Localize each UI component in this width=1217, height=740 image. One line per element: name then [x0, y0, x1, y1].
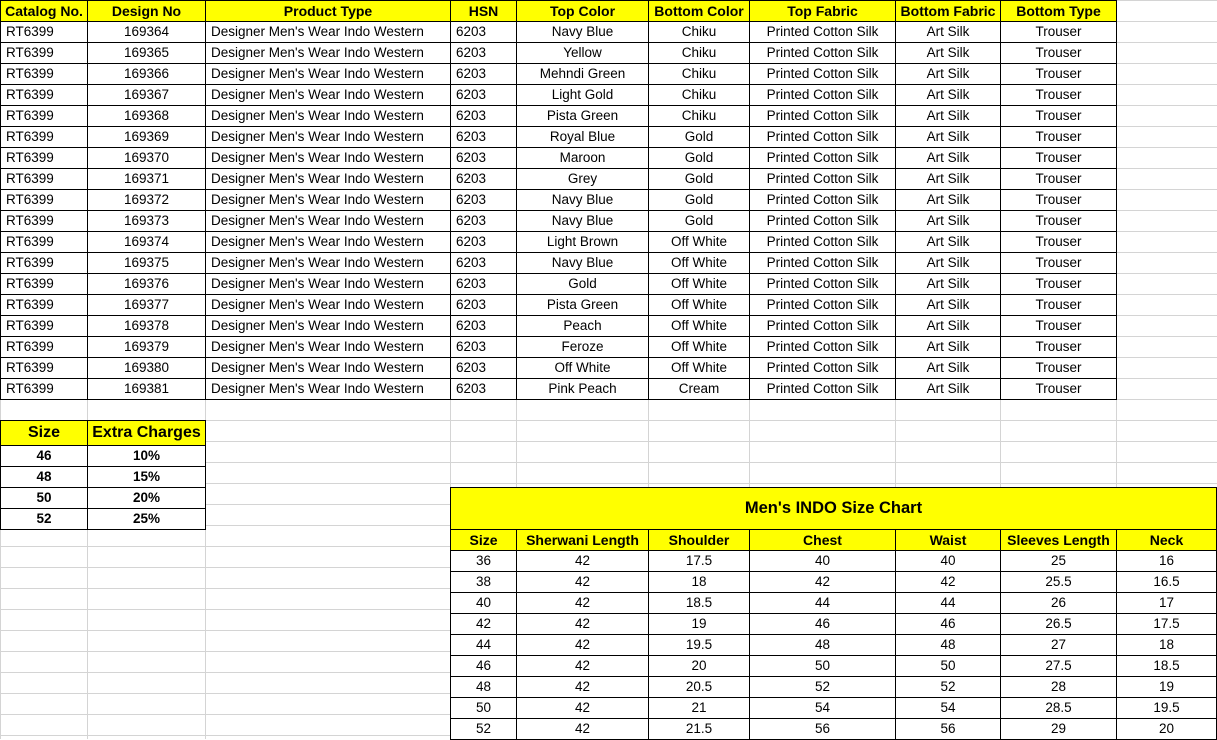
catalog-cell[interactable]: RT6399	[0, 378, 88, 400]
catalog-cell[interactable]: Art Silk	[895, 357, 1001, 379]
size-chart-header-cell[interactable]: Size	[450, 529, 517, 551]
extra-charges-header-cell[interactable]: Extra Charges	[87, 420, 206, 446]
size-chart-cell[interactable]: 16	[1116, 550, 1217, 572]
size-chart-cell[interactable]: 19.5	[1116, 697, 1217, 719]
catalog-cell[interactable]: Printed Cotton Silk	[749, 42, 896, 64]
catalog-cell[interactable]: Off White	[516, 357, 649, 379]
size-chart-cell[interactable]: 18.5	[1116, 655, 1217, 677]
extra-charges-header-cell[interactable]: Size	[0, 420, 88, 446]
size-chart-cell[interactable]: 19	[648, 613, 750, 635]
catalog-cell[interactable]: Navy Blue	[516, 189, 649, 211]
size-chart-cell[interactable]: 25.5	[1000, 571, 1117, 593]
catalog-cell[interactable]: 169377	[87, 294, 206, 316]
size-chart-cell[interactable]: 48	[895, 634, 1001, 656]
catalog-cell[interactable]: 6203	[450, 273, 517, 295]
catalog-cell[interactable]: Trouser	[1000, 294, 1117, 316]
catalog-cell[interactable]: Designer Men's Wear Indo Western	[205, 294, 451, 316]
catalog-cell[interactable]: Trouser	[1000, 210, 1117, 232]
catalog-cell[interactable]: Designer Men's Wear Indo Western	[205, 378, 451, 400]
catalog-cell[interactable]: 6203	[450, 147, 517, 169]
size-chart-cell[interactable]: 52	[450, 718, 517, 740]
size-chart-cell[interactable]: 42	[450, 613, 517, 635]
catalog-cell[interactable]: Printed Cotton Silk	[749, 378, 896, 400]
size-chart-cell[interactable]: 42	[516, 697, 649, 719]
catalog-cell[interactable]: 169370	[87, 147, 206, 169]
catalog-cell[interactable]: 6203	[450, 21, 517, 43]
catalog-cell[interactable]: Gold	[648, 210, 750, 232]
catalog-cell[interactable]: Printed Cotton Silk	[749, 273, 896, 295]
extra-charges-cell[interactable]: 48	[0, 466, 88, 488]
catalog-cell[interactable]: Trouser	[1000, 231, 1117, 253]
catalog-cell[interactable]: 6203	[450, 210, 517, 232]
size-chart-cell[interactable]: 40	[450, 592, 517, 614]
catalog-cell[interactable]: Art Silk	[895, 63, 1001, 85]
catalog-cell[interactable]: RT6399	[0, 126, 88, 148]
size-chart-header-cell[interactable]: Sherwani Length	[516, 529, 649, 551]
catalog-cell[interactable]: Printed Cotton Silk	[749, 315, 896, 337]
catalog-cell[interactable]: Chiku	[648, 84, 750, 106]
catalog-cell[interactable]: RT6399	[0, 294, 88, 316]
size-chart-cell[interactable]: 20.5	[648, 676, 750, 698]
catalog-cell[interactable]: Art Silk	[895, 147, 1001, 169]
size-chart-cell[interactable]: 50	[450, 697, 517, 719]
catalog-cell[interactable]: Off White	[648, 357, 750, 379]
catalog-cell[interactable]: 169375	[87, 252, 206, 274]
catalog-cell[interactable]: 6203	[450, 42, 517, 64]
size-chart-header-cell[interactable]: Chest	[749, 529, 896, 551]
catalog-cell[interactable]: Printed Cotton Silk	[749, 147, 896, 169]
catalog-cell[interactable]: Art Silk	[895, 336, 1001, 358]
catalog-cell[interactable]: Trouser	[1000, 336, 1117, 358]
catalog-cell[interactable]: Trouser	[1000, 273, 1117, 295]
catalog-cell[interactable]: Designer Men's Wear Indo Western	[205, 168, 451, 190]
catalog-cell[interactable]: Trouser	[1000, 105, 1117, 127]
catalog-cell[interactable]: Trouser	[1000, 252, 1117, 274]
catalog-cell[interactable]: Printed Cotton Silk	[749, 210, 896, 232]
catalog-header-cell[interactable]: Bottom Fabric	[895, 0, 1001, 22]
catalog-cell[interactable]: Gold	[516, 273, 649, 295]
size-chart-cell[interactable]: 36	[450, 550, 517, 572]
size-chart-cell[interactable]: 40	[895, 550, 1001, 572]
size-chart-cell[interactable]: 21.5	[648, 718, 750, 740]
catalog-cell[interactable]: RT6399	[0, 231, 88, 253]
catalog-cell[interactable]: Feroze	[516, 336, 649, 358]
catalog-cell[interactable]: Trouser	[1000, 42, 1117, 64]
size-chart-cell[interactable]: 46	[895, 613, 1001, 635]
catalog-cell[interactable]: Gold	[648, 126, 750, 148]
catalog-cell[interactable]: Art Silk	[895, 210, 1001, 232]
catalog-cell[interactable]: Art Silk	[895, 126, 1001, 148]
catalog-cell[interactable]: Light Brown	[516, 231, 649, 253]
catalog-cell[interactable]: Trouser	[1000, 357, 1117, 379]
size-chart-cell[interactable]: 19.5	[648, 634, 750, 656]
catalog-cell[interactable]: Art Silk	[895, 231, 1001, 253]
size-chart-header-cell[interactable]: Shoulder	[648, 529, 750, 551]
catalog-cell[interactable]: 6203	[450, 336, 517, 358]
catalog-cell[interactable]: Art Silk	[895, 42, 1001, 64]
catalog-cell[interactable]: 169378	[87, 315, 206, 337]
catalog-cell[interactable]: Art Silk	[895, 378, 1001, 400]
catalog-cell[interactable]: Printed Cotton Silk	[749, 336, 896, 358]
size-chart-cell[interactable]: 44	[749, 592, 896, 614]
catalog-cell[interactable]: Yellow	[516, 42, 649, 64]
size-chart-cell[interactable]: 42	[516, 718, 649, 740]
catalog-cell[interactable]: Navy Blue	[516, 252, 649, 274]
catalog-cell[interactable]: Designer Men's Wear Indo Western	[205, 189, 451, 211]
size-chart-cell[interactable]: 19	[1116, 676, 1217, 698]
size-chart-cell[interactable]: 54	[749, 697, 896, 719]
size-chart-cell[interactable]: 50	[895, 655, 1001, 677]
catalog-header-cell[interactable]: Bottom Type	[1000, 0, 1117, 22]
catalog-cell[interactable]: 6203	[450, 168, 517, 190]
catalog-cell[interactable]: Designer Men's Wear Indo Western	[205, 336, 451, 358]
catalog-cell[interactable]: 6203	[450, 189, 517, 211]
size-chart-cell[interactable]: 54	[895, 697, 1001, 719]
catalog-cell[interactable]: Trouser	[1000, 84, 1117, 106]
catalog-cell[interactable]: Designer Men's Wear Indo Western	[205, 273, 451, 295]
size-chart-cell[interactable]: 21	[648, 697, 750, 719]
catalog-cell[interactable]: Pink Peach	[516, 378, 649, 400]
catalog-cell[interactable]: 6203	[450, 252, 517, 274]
size-chart-cell[interactable]: 20	[1116, 718, 1217, 740]
size-chart-cell[interactable]: 26.5	[1000, 613, 1117, 635]
size-chart-cell[interactable]: 29	[1000, 718, 1117, 740]
catalog-cell[interactable]: Cream	[648, 378, 750, 400]
catalog-cell[interactable]: Navy Blue	[516, 21, 649, 43]
catalog-cell[interactable]: 6203	[450, 357, 517, 379]
catalog-cell[interactable]: Designer Men's Wear Indo Western	[205, 315, 451, 337]
extra-charges-cell[interactable]: 10%	[87, 445, 206, 467]
size-chart-cell[interactable]: 42	[516, 634, 649, 656]
catalog-cell[interactable]: Trouser	[1000, 126, 1117, 148]
size-chart-cell[interactable]: 44	[895, 592, 1001, 614]
catalog-header-cell[interactable]: Top Fabric	[749, 0, 896, 22]
catalog-cell[interactable]: Pista Green	[516, 294, 649, 316]
catalog-cell[interactable]: RT6399	[0, 252, 88, 274]
size-chart-cell[interactable]: 42	[516, 592, 649, 614]
catalog-cell[interactable]: Trouser	[1000, 315, 1117, 337]
catalog-cell[interactable]: Designer Men's Wear Indo Western	[205, 84, 451, 106]
catalog-cell[interactable]: 169368	[87, 105, 206, 127]
catalog-cell[interactable]: Printed Cotton Silk	[749, 126, 896, 148]
catalog-cell[interactable]: 169374	[87, 231, 206, 253]
catalog-cell[interactable]: Printed Cotton Silk	[749, 357, 896, 379]
catalog-cell[interactable]: RT6399	[0, 336, 88, 358]
catalog-cell[interactable]: 169373	[87, 210, 206, 232]
catalog-cell[interactable]: Maroon	[516, 147, 649, 169]
catalog-cell[interactable]: Trouser	[1000, 189, 1117, 211]
catalog-header-cell[interactable]: Top Color	[516, 0, 649, 22]
catalog-cell[interactable]: Off White	[648, 315, 750, 337]
catalog-cell[interactable]: Trouser	[1000, 21, 1117, 43]
size-chart-cell[interactable]: 42	[516, 676, 649, 698]
catalog-cell[interactable]: 169366	[87, 63, 206, 85]
catalog-cell[interactable]: 169372	[87, 189, 206, 211]
catalog-cell[interactable]: Printed Cotton Silk	[749, 168, 896, 190]
catalog-cell[interactable]: 6203	[450, 315, 517, 337]
catalog-cell[interactable]: Art Silk	[895, 273, 1001, 295]
catalog-cell[interactable]: Art Silk	[895, 294, 1001, 316]
size-chart-cell[interactable]: 46	[450, 655, 517, 677]
catalog-cell[interactable]: Art Silk	[895, 315, 1001, 337]
extra-charges-cell[interactable]: 20%	[87, 487, 206, 509]
size-chart-cell[interactable]: 42	[516, 613, 649, 635]
size-chart-cell[interactable]: 17	[1116, 592, 1217, 614]
catalog-cell[interactable]: Designer Men's Wear Indo Western	[205, 63, 451, 85]
size-chart-cell[interactable]: 17.5	[1116, 613, 1217, 635]
catalog-cell[interactable]: Designer Men's Wear Indo Western	[205, 42, 451, 64]
catalog-cell[interactable]: Grey	[516, 168, 649, 190]
catalog-cell[interactable]: Designer Men's Wear Indo Western	[205, 252, 451, 274]
catalog-cell[interactable]: 169365	[87, 42, 206, 64]
catalog-cell[interactable]: Gold	[648, 189, 750, 211]
size-chart-cell[interactable]: 42	[895, 571, 1001, 593]
catalog-cell[interactable]: Printed Cotton Silk	[749, 189, 896, 211]
catalog-cell[interactable]: Printed Cotton Silk	[749, 252, 896, 274]
catalog-cell[interactable]: 169376	[87, 273, 206, 295]
catalog-header-cell[interactable]: Product Type	[205, 0, 451, 22]
size-chart-header-cell[interactable]: Waist	[895, 529, 1001, 551]
catalog-cell[interactable]: Printed Cotton Silk	[749, 294, 896, 316]
catalog-cell[interactable]: Designer Men's Wear Indo Western	[205, 105, 451, 127]
catalog-header-cell[interactable]: Design No	[87, 0, 206, 22]
catalog-cell[interactable]: Designer Men's Wear Indo Western	[205, 210, 451, 232]
catalog-cell[interactable]: Trouser	[1000, 378, 1117, 400]
size-chart-cell[interactable]: 48	[450, 676, 517, 698]
catalog-cell[interactable]: 6203	[450, 105, 517, 127]
catalog-cell[interactable]: Art Silk	[895, 105, 1001, 127]
catalog-cell[interactable]: 169381	[87, 378, 206, 400]
size-chart-header-cell[interactable]: Sleeves Length	[1000, 529, 1117, 551]
catalog-cell[interactable]: Designer Men's Wear Indo Western	[205, 357, 451, 379]
size-chart-title[interactable]: Men's INDO Size Chart	[450, 487, 1217, 530]
size-chart-cell[interactable]: 18.5	[648, 592, 750, 614]
size-chart-cell[interactable]: 20	[648, 655, 750, 677]
extra-charges-cell[interactable]: 46	[0, 445, 88, 467]
catalog-cell[interactable]: RT6399	[0, 105, 88, 127]
catalog-cell[interactable]: Off White	[648, 231, 750, 253]
size-chart-cell[interactable]: 38	[450, 571, 517, 593]
size-chart-cell[interactable]: 48	[749, 634, 896, 656]
catalog-cell[interactable]: Art Silk	[895, 252, 1001, 274]
size-chart-cell[interactable]: 56	[895, 718, 1001, 740]
catalog-cell[interactable]: 6203	[450, 378, 517, 400]
catalog-cell[interactable]: RT6399	[0, 189, 88, 211]
catalog-cell[interactable]: Designer Men's Wear Indo Western	[205, 21, 451, 43]
size-chart-cell[interactable]: 26	[1000, 592, 1117, 614]
size-chart-cell[interactable]: 28	[1000, 676, 1117, 698]
catalog-cell[interactable]: Peach	[516, 315, 649, 337]
extra-charges-cell[interactable]: 52	[0, 508, 88, 530]
size-chart-cell[interactable]: 28.5	[1000, 697, 1117, 719]
catalog-header-cell[interactable]: HSN	[450, 0, 517, 22]
catalog-cell[interactable]: Printed Cotton Silk	[749, 231, 896, 253]
catalog-cell[interactable]: Trouser	[1000, 168, 1117, 190]
size-chart-cell[interactable]: 50	[749, 655, 896, 677]
catalog-cell[interactable]: Designer Men's Wear Indo Western	[205, 147, 451, 169]
catalog-cell[interactable]: Off White	[648, 273, 750, 295]
catalog-cell[interactable]: 6203	[450, 231, 517, 253]
extra-charges-cell[interactable]: 50	[0, 487, 88, 509]
catalog-cell[interactable]: 169367	[87, 84, 206, 106]
extra-charges-cell[interactable]: 15%	[87, 466, 206, 488]
catalog-cell[interactable]: RT6399	[0, 210, 88, 232]
catalog-cell[interactable]: Printed Cotton Silk	[749, 105, 896, 127]
catalog-cell[interactable]: Chiku	[648, 63, 750, 85]
size-chart-cell[interactable]: 42	[516, 655, 649, 677]
catalog-cell[interactable]: Off White	[648, 336, 750, 358]
catalog-cell[interactable]: Trouser	[1000, 147, 1117, 169]
catalog-cell[interactable]: 169380	[87, 357, 206, 379]
size-chart-cell[interactable]: 25	[1000, 550, 1117, 572]
catalog-cell[interactable]: Gold	[648, 147, 750, 169]
catalog-cell[interactable]: Printed Cotton Silk	[749, 84, 896, 106]
catalog-cell[interactable]: 169364	[87, 21, 206, 43]
catalog-cell[interactable]: Off White	[648, 252, 750, 274]
catalog-cell[interactable]: Printed Cotton Silk	[749, 63, 896, 85]
catalog-cell[interactable]: RT6399	[0, 315, 88, 337]
catalog-cell[interactable]: RT6399	[0, 357, 88, 379]
catalog-cell[interactable]: Designer Men's Wear Indo Western	[205, 126, 451, 148]
catalog-cell[interactable]: RT6399	[0, 21, 88, 43]
catalog-cell[interactable]: 6203	[450, 294, 517, 316]
size-chart-cell[interactable]: 52	[749, 676, 896, 698]
size-chart-cell[interactable]: 18	[648, 571, 750, 593]
catalog-cell[interactable]: RT6399	[0, 147, 88, 169]
size-chart-cell[interactable]: 18	[1116, 634, 1217, 656]
size-chart-cell[interactable]: 42	[749, 571, 896, 593]
catalog-cell[interactable]: Art Silk	[895, 189, 1001, 211]
catalog-cell[interactable]: Art Silk	[895, 84, 1001, 106]
size-chart-header-cell[interactable]: Neck	[1116, 529, 1217, 551]
size-chart-cell[interactable]: 42	[516, 550, 649, 572]
catalog-cell[interactable]: RT6399	[0, 84, 88, 106]
size-chart-cell[interactable]: 44	[450, 634, 517, 656]
catalog-cell[interactable]: RT6399	[0, 42, 88, 64]
catalog-cell[interactable]: Chiku	[648, 105, 750, 127]
size-chart-cell[interactable]: 17.5	[648, 550, 750, 572]
catalog-cell[interactable]: Navy Blue	[516, 210, 649, 232]
catalog-cell[interactable]: Mehndi Green	[516, 63, 649, 85]
size-chart-cell[interactable]: 46	[749, 613, 896, 635]
size-chart-cell[interactable]: 52	[895, 676, 1001, 698]
catalog-header-cell[interactable]: Bottom Color	[648, 0, 750, 22]
catalog-cell[interactable]: Chiku	[648, 42, 750, 64]
catalog-cell[interactable]: Off White	[648, 294, 750, 316]
catalog-header-cell[interactable]: Catalog No.	[0, 0, 88, 22]
catalog-cell[interactable]: RT6399	[0, 63, 88, 85]
catalog-cell[interactable]: Art Silk	[895, 168, 1001, 190]
catalog-cell[interactable]: Chiku	[648, 21, 750, 43]
size-chart-cell[interactable]: 27	[1000, 634, 1117, 656]
catalog-cell[interactable]: 6203	[450, 63, 517, 85]
size-chart-cell[interactable]: 27.5	[1000, 655, 1117, 677]
catalog-cell[interactable]: Light Gold	[516, 84, 649, 106]
extra-charges-cell[interactable]: 25%	[87, 508, 206, 530]
catalog-cell[interactable]: Trouser	[1000, 63, 1117, 85]
catalog-cell[interactable]: 169379	[87, 336, 206, 358]
catalog-cell[interactable]: 6203	[450, 126, 517, 148]
catalog-cell[interactable]: Designer Men's Wear Indo Western	[205, 231, 451, 253]
catalog-cell[interactable]: 169371	[87, 168, 206, 190]
catalog-cell[interactable]: RT6399	[0, 168, 88, 190]
catalog-cell[interactable]: Printed Cotton Silk	[749, 21, 896, 43]
catalog-cell[interactable]: Art Silk	[895, 21, 1001, 43]
size-chart-cell[interactable]: 42	[516, 571, 649, 593]
catalog-cell[interactable]: 169369	[87, 126, 206, 148]
catalog-cell[interactable]: 6203	[450, 84, 517, 106]
size-chart-cell[interactable]: 16.5	[1116, 571, 1217, 593]
catalog-cell[interactable]: Pista Green	[516, 105, 649, 127]
size-chart-cell[interactable]: 40	[749, 550, 896, 572]
catalog-cell[interactable]: Gold	[648, 168, 750, 190]
size-chart-cell[interactable]: 56	[749, 718, 896, 740]
catalog-cell[interactable]: RT6399	[0, 273, 88, 295]
catalog-cell[interactable]: Royal Blue	[516, 126, 649, 148]
